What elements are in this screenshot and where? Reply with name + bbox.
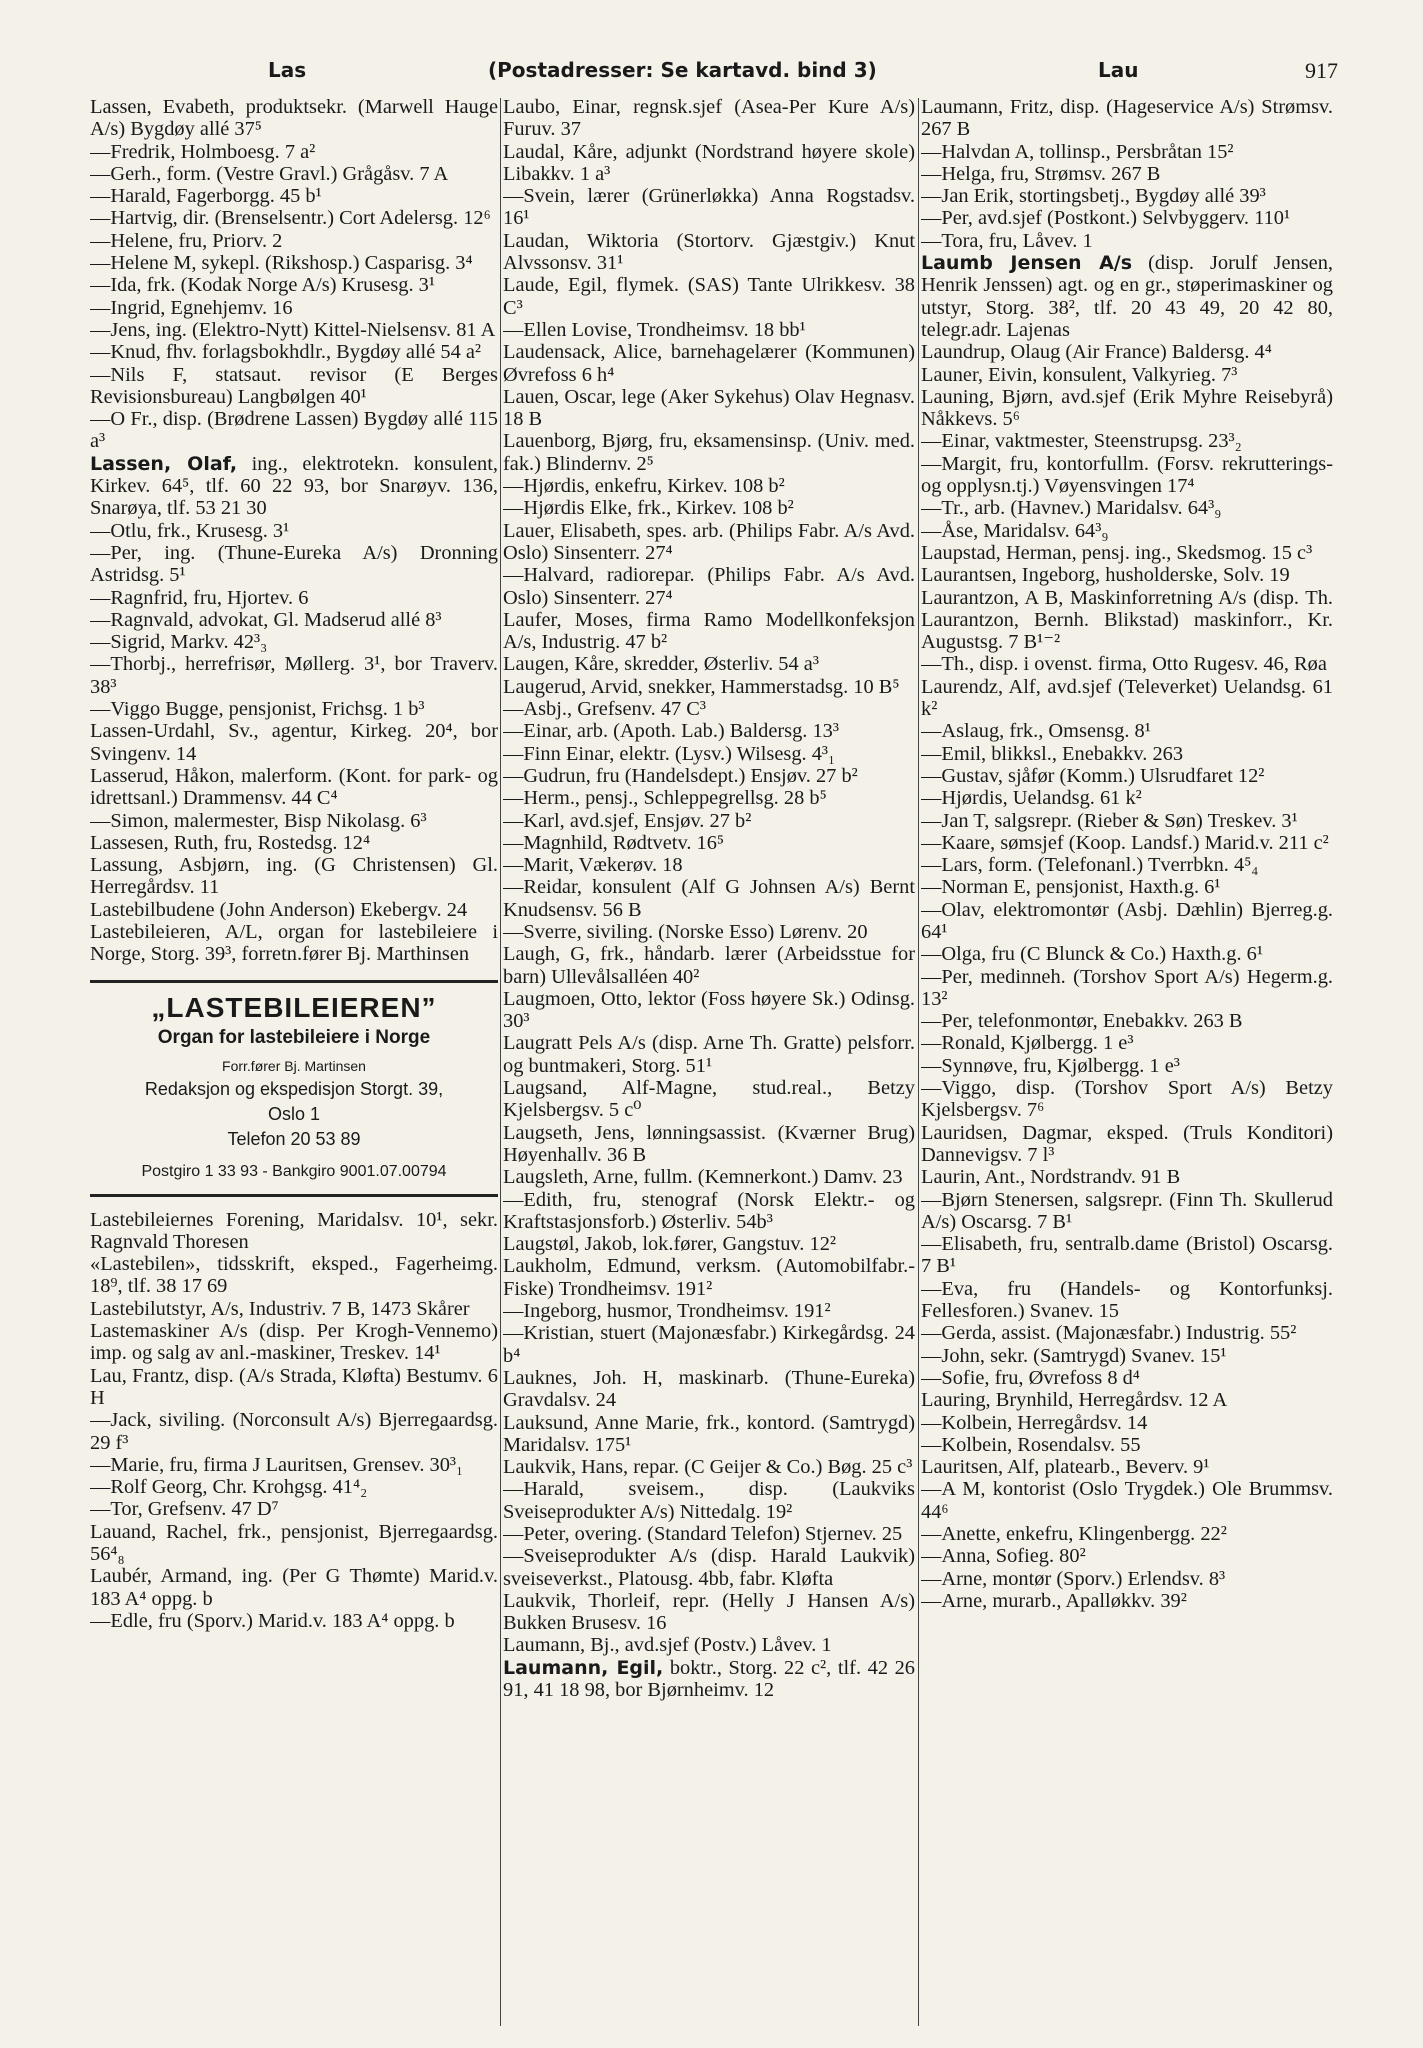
directory-entry: —Sveiseprodukter A/s (disp. Harald Laukvik) sveiseverkst., Platousg. 4bb, fabr. Kløfta bbox=[503, 1545, 915, 1590]
directory-entry: —Eva, fru (Handels- og Kontorfunksj. Fellesforen.) Svanev. 15 bbox=[921, 1277, 1333, 1323]
ad-city: Oslo 1 bbox=[267, 1103, 321, 1124]
directory-entry: —Svein, lærer (Grünerløkka) Anna Rogstadsv. 16¹ bbox=[503, 185, 915, 230]
directory-entry: —Sigrid, Markv. 42³₃ bbox=[90, 631, 268, 654]
directory-entry: Lauring, Brynhild, Herregårdsv. 12 A bbox=[921, 1389, 1228, 1412]
ad-manager: Forr.fører Bj. Martinsen bbox=[222, 1057, 366, 1074]
directory-entry: —Reidar, konsulent (Alf G Johnsen A/s) Bernt Knudsensv. 56 B bbox=[503, 876, 915, 921]
directory-entry: Lassung, Asbjørn, ing. (G Christensen) Gl. Herregårdsv. 11 bbox=[90, 854, 498, 899]
directory-entry: —Hjørdis Elke, frk., Kirkev. 108 b² bbox=[503, 497, 794, 520]
column-3 bbox=[921, 96, 1333, 2026]
directory-entry: —Edith, fru, stenograf (Norsk Elektr.- og Kraftstasjonsforb.) Østerliv. 54b³ bbox=[503, 1188, 915, 1233]
directory-entry: —Jack, siviling. (Norconsult A/s) Bjerregaardsg. 29 f³ bbox=[90, 1409, 498, 1454]
directory-entry: Laukvik, Thorleif, repr. (Helly J Hansen A/s) Bukken Brusesv. 16 bbox=[503, 1589, 915, 1635]
directory-entry: —Einar, vaktmester, Steenstrupsg. 23³₂ bbox=[921, 430, 1242, 453]
directory-entry: —Ragnfrid, fru, Hjortev. 6 bbox=[90, 586, 309, 609]
directory-entry: —Arne, murarb., Apalløkkv. 39² bbox=[921, 1589, 1187, 1612]
directory-entry: Laudan, Wiktoria (Stortorv. Gjæstgiv.) Knut Alvssonsv. 31¹ bbox=[503, 229, 915, 275]
ad-giro: Postgiro 1 33 93 - Bankgiro 9001.07.00794 bbox=[141, 1162, 447, 1180]
directory-entry: —Per, avd.sjef (Postkont.) Selvbyggerv. 110¹ bbox=[921, 207, 1291, 230]
directory-entry: —Hartvig, dir. (Brenselsentr.) Cort Adelersg. 12⁶ bbox=[90, 207, 491, 230]
directory-entry: Laudal, Kåre, adjunkt (Nordstrand høyere skole) Libakkv. 1 a³ bbox=[503, 140, 915, 185]
directory-entry: Lauer, Elisabeth, spes. arb. (Philips Fabr. A/s Avd. Oslo) Sinsenterr. 27⁴ bbox=[503, 519, 915, 564]
directory-entry: —Ingeborg, husmor, Trondheimsv. 191² bbox=[503, 1300, 831, 1323]
ad-address: Redaksjon og ekspedisjon Storgt. 39, bbox=[144, 1078, 444, 1099]
directory-entry: Lastemaskiner A/s (disp. Per Krogh-Vennemo) imp. og salg av anl.-maskiner, Treskev. 14¹ bbox=[90, 1320, 498, 1365]
directory-entry: «Lastebilen», tidsskrift, eksped., Fagerheimg. 18⁹, tlf. 38 17 69 bbox=[90, 1253, 498, 1298]
directory-entry: —John, sekr. (Samtrygd) Svanev. 15¹ bbox=[921, 1344, 1227, 1367]
directory-entry: —Ronald, Kjølbergg. 1 e³ bbox=[921, 1032, 1134, 1055]
directory-entry: —Gerda, assist. (Majonæsfabr.) Industrig. 55² bbox=[921, 1322, 1297, 1345]
directory-entry: —Rolf Georg, Chr. Krohgsg. 41⁴₂ bbox=[90, 1476, 368, 1499]
directory-entry: Lauritsen, Alf, platearb., Beverv. 9¹ bbox=[921, 1456, 1210, 1479]
directory-entry: —Th., disp. i ovenst. firma, Otto Rugesv. 46, Røa bbox=[921, 653, 1327, 676]
directory-entry: —Kristian, stuert (Majonæsfabr.) Kirkegårdsg. 24 b⁴ bbox=[503, 1322, 915, 1367]
directory-entry: —Jan Erik, stortingsbetj., Bygdøy allé 39³ bbox=[921, 185, 1266, 208]
directory-entry: —Helene, fru, Priorv. 2 bbox=[90, 229, 283, 252]
directory-entry: Lassen, Olaf, ing., elektrotekn. konsulent, Kirkev. 64⁵, tlf. 60 22 93, bor Snarøyv. 136, Snarøya, tlf. 53 21 30 bbox=[90, 452, 498, 520]
directory-entry: Laugh, G, frk., håndarb. lærer (Arbeidsstue for barn) Ullevålsalléen 40² bbox=[503, 943, 915, 988]
directory-entry: —Kolbein, Rosendalsv. 55 bbox=[921, 1433, 1141, 1456]
directory-entry: —Per, medinneh. (Torshov Sport A/s) Hegerm.g. 13² bbox=[921, 965, 1333, 1010]
directory-entry: —Marie, fru, firma J Lauritsen, Grensev. 30³₁ bbox=[90, 1453, 464, 1476]
directory-entry: —Peter, overing. (Standard Telefon) Stjernev. 25 bbox=[503, 1523, 903, 1545]
directory-entry: —Edle, fru (Sporv.) Marid.v. 183 A⁴ oppg. b bbox=[90, 1609, 455, 1632]
directory-entry: Lauenborg, Bjørg, fru, eksamensinsp. (Univ. med. fak.) Blindernv. 2⁵ bbox=[503, 430, 915, 475]
directory-entry: —Olav, elektromontør (Asbj. Dæhlin) Bjerreg.g. 64¹ bbox=[921, 898, 1333, 943]
directory-entry: Laugen, Kåre, skredder, Østerliv. 54 a³ bbox=[503, 653, 819, 676]
directory-entry: Lastebilutstyr, A/s, Industriv. 7 B, 1473 Skårer bbox=[90, 1297, 470, 1320]
directory-entry: Laumann, Fritz, disp. (Hageservice A/s) Strømsv. 267 B bbox=[921, 96, 1333, 141]
directory-entry: —Otlu, frk., Krusesg. 3¹ bbox=[90, 519, 290, 542]
directory-entry: Lau, Frantz, disp. (A/s Strada, Kløfta) Bestumv. 6 H bbox=[90, 1364, 498, 1409]
directory-entry: —Lars, form. (Telefonanl.) Tverrbkn. 4⁵₄ bbox=[921, 854, 1259, 877]
directory-entry: —Ingrid, Egnehjemv. 16 bbox=[90, 296, 293, 319]
entry-list bbox=[90, 96, 498, 966]
directory-entry: Laumann, Bj., avd.sjef (Postv.) Låvev. 1 bbox=[503, 1634, 832, 1657]
directory-entry: —Norman E, pensjonist, Haxth.g. 6¹ bbox=[921, 876, 1221, 899]
directory-entry: —Helene M, sykepl. (Rikshosp.) Casparisg. 3⁴ bbox=[90, 252, 473, 275]
directory-entry: —Kolbein, Herregårdsv. 14 bbox=[921, 1411, 1148, 1434]
directory-entry: Laugstøl, Jakob, lok.fører, Gangstuv. 12² bbox=[503, 1233, 836, 1256]
directory-entry: —Gudrun, fru (Handelsdept.) Ensjøv. 27 b² bbox=[503, 764, 858, 787]
header-left: Las bbox=[268, 58, 307, 82]
directory-entry: —Emil, blikksl., Enebakkv. 263 bbox=[921, 742, 1184, 765]
directory-entry: —Halvard, radiorepar. (Philips Fabr. A/s Avd. Oslo) Sinsenterr. 27⁴ bbox=[503, 564, 915, 609]
directory-entry: Lasserud, Håkon, malerform. (Kont. for park- og idrettsanl.) Drammensv. 44 C⁴ bbox=[90, 764, 498, 810]
directory-entry: Lassesen, Ruth, fru, Rostedsg. 12⁴ bbox=[90, 831, 371, 854]
directory-entry: Launer, Eivin, konsulent, Valkyrieg. 7³ bbox=[921, 363, 1238, 386]
directory-entry: Lauridsen, Dagmar, eksped. (Truls Konditori) Dannevigsv. 7 l³ bbox=[921, 1121, 1333, 1166]
directory-entry: —Nils F, statsaut. revisor (E Berges Revisionsbureau) Langbølgen 40¹ bbox=[90, 363, 498, 408]
directory-entry: —Viggo Bugge, pensjonist, Frichsg. 1 b³ bbox=[90, 698, 425, 721]
directory-entry: —Margit, fru, kontorfullm. (Forsv. rekrutterings- og opplysn.tj.) Vøyensvingen 17⁴ bbox=[921, 452, 1333, 498]
directory-entry: —Elisabeth, fru, sentralb.dame (Bristol) Oscarsg. 7 B¹ bbox=[921, 1233, 1333, 1278]
column-1 bbox=[90, 96, 498, 2026]
ad-subtitle: Organ for lastebileiere i Norge bbox=[157, 1026, 431, 1048]
directory-entry: —Thorbj., herrefrisør, Møllerg. 3¹, bor Traverv. 38³ bbox=[90, 653, 498, 698]
entry-list bbox=[503, 96, 915, 1701]
directory-entry: Laupstad, Herman, pensj. ing., Skedsmog. 15 c³ bbox=[921, 541, 1313, 564]
directory-entry: Laugsleth, Arne, fullm. (Kemnerkont.) Damv. 23 bbox=[503, 1166, 903, 1189]
directory-entry: Laurantzon, A B, Maskinforretning A/s (disp. Th. Laurantzon, Bernh. Blikstad) maskinforr., Kr. Augustsg. 7 B¹⁻² bbox=[921, 586, 1333, 654]
directory-entry: —Hjørdis, enkefru, Kirkev. 108 b² bbox=[503, 475, 785, 498]
ad-phone: Telefon 20 53 89 bbox=[227, 1128, 361, 1149]
directory-entry: —Kaare, sømsjef (Koop. Landsf.) Marid.v. 211 c² bbox=[921, 831, 1329, 854]
directory-entry: Lassen, Evabeth, produktsekr. (Marwell Hauge A/s) Bygdøy allé 37⁵ bbox=[90, 96, 498, 141]
directory-entry: —Simon, malermester, Bisp Nikolasg. 6³ bbox=[90, 809, 427, 832]
directory-entry: Laugratt Pels A/s (disp. Arne Th. Gratte) pelsforr. og buntmakeri, Storg. 51¹ bbox=[503, 1032, 915, 1077]
directory-entry: Laurendz, Alf, avd.sjef (Televerket) Uelandsg. 61 k² bbox=[921, 675, 1333, 721]
header-right: Lau bbox=[1098, 58, 1139, 82]
directory-entry: —Harald, sveisem., disp. (Laukviks Sveiseprodukter A/s) Nittedalg. 19² bbox=[503, 1478, 915, 1523]
advertisement bbox=[90, 980, 498, 1197]
directory-entry: Lauen, Oscar, lege (Aker Sykehus) Olav Hegnasv. 18 B bbox=[503, 385, 915, 431]
directory-entry: —Synnøve, fru, Kjølbergg. 1 e³ bbox=[921, 1054, 1180, 1077]
directory-entry: —Anette, enkefru, Klingenbergg. 22² bbox=[921, 1523, 1227, 1545]
directory-entry: —Sverre, siviling. (Norske Esso) Lørenv. 20 bbox=[503, 920, 868, 943]
directory-entry: Laukvik, Hans, repar. (C Geijer & Co.) Bøg. 25 c³ bbox=[503, 1456, 913, 1479]
directory-entry: —O Fr., disp. (Brødrene Lassen) Bygdøy allé 115 a³ bbox=[90, 408, 498, 453]
directory-entry: Laukholm, Edmund, verksm. (Automobilfabr.-Fiske) Trondheimsv. 191² bbox=[503, 1255, 915, 1300]
directory-entry: —Per, telefonmontør, Enebakkv. 263 B bbox=[921, 1010, 1243, 1033]
directory-entry: —Ragnvald, advokat, Gl. Madserud allé 8³ bbox=[90, 608, 442, 631]
directory-entry: Laurantsen, Ingeborg, husholderske, Solv. 19 bbox=[921, 564, 1290, 587]
directory-entry: —Viggo, disp. (Torshov Sport A/s) Betzy Kjelsbergsv. 7⁶ bbox=[921, 1077, 1333, 1122]
directory-entry: —Einar, arb. (Apoth. Lab.) Baldersg. 13³ bbox=[503, 720, 839, 743]
directory-entry: Laubo, Einar, regnsk.sjef (Asea-Per Kure A/s) Furuv. 37 bbox=[503, 96, 915, 141]
directory-entry: —Fredrik, Holmboesg. 7 a² bbox=[90, 140, 316, 163]
directory-entry: —Tor, Grefsenv. 47 D⁷ bbox=[90, 1498, 279, 1521]
directory-entry: —Ellen Lovise, Trondheimsv. 18 bb¹ bbox=[503, 318, 806, 341]
directory-entry: Lastebilbudene (John Anderson) Ekebergv. 24 bbox=[90, 898, 468, 921]
column-2 bbox=[503, 96, 915, 2026]
directory-entry: —Bjørn Stenersen, salgsrepr. (Finn Th. Skullerud A/s) Oscarsg. 7 B¹ bbox=[921, 1188, 1333, 1233]
directory-entry: —Ida, frk. (Kodak Norge A/s) Krusesg. 3¹ bbox=[90, 274, 435, 297]
directory-entry: Launing, Bjørn, avd.sjef (Erik Myhre Reisebyrå) Nåkkevs. 5⁶ bbox=[921, 385, 1333, 431]
directory-entry: —Hjørdis, Uelandsg. 61 k² bbox=[921, 787, 1142, 810]
directory-entry: —Arne, montør (Sporv.) Erlendsv. 8³ bbox=[921, 1567, 1226, 1590]
directory-entry: Lauknes, Joh. H, maskinarb. (Thune-Eureka) Gravdalsv. 24 bbox=[503, 1366, 915, 1412]
directory-entry: —Aslaug, frk., Omsensg. 8¹ bbox=[921, 720, 1151, 743]
directory-entry: —Magnhild, Rødtvetv. 16⁵ bbox=[503, 831, 725, 854]
directory-entry: —Herm., pensj., Schleppegrellsg. 28 b⁵ bbox=[503, 787, 827, 810]
directory-entry: Laundrup, Olaug (Air France) Baldersg. 4⁴ bbox=[921, 341, 1272, 364]
directory-entry: —Tora, fru, Låvev. 1 bbox=[921, 229, 1093, 252]
directory-entry: —A M, kontorist (Oslo Trygdek.) Ole Brummsv. 44⁶ bbox=[921, 1478, 1333, 1523]
directory-entry: Laugseth, Jens, lønningsassist. (Kværner Brug) Høyenhallv. 36 B bbox=[503, 1121, 915, 1166]
directory-entry: Laubér, Armand, ing. (Per G Thømte) Marid.v. 183 A⁴ oppg. b bbox=[90, 1565, 498, 1610]
directory-entry: —Åse, Maridalsv. 64³₉ bbox=[921, 519, 1109, 542]
directory-entry: Laurin, Ant., Nordstrandv. 91 B bbox=[921, 1166, 1181, 1189]
directory-entry: Lastebileieren, A/L, organ for lastebileiere i Norge, Storg. 39³, forretn.fører Bj. Marthinsen bbox=[90, 920, 498, 966]
directory-entry: —Marit, Vækerøv. 18 bbox=[503, 854, 683, 877]
directory-entry: Lauksund, Anne Marie, frk., kontord. (Samtrygd) Maridalsv. 175¹ bbox=[503, 1411, 915, 1456]
directory-entry: Lassen-Urdahl, Sv., agentur, Kirkeg. 20⁴, bor Svingenv. 14 bbox=[90, 720, 498, 765]
directory-entry: Laugsand, Alf-Magne, stud.real., Betzy Kjelsbergsv. 5 c⁰ bbox=[503, 1077, 915, 1122]
directory-entry: —Halvdan A, tollinsp., Persbråtan 15² bbox=[921, 140, 1234, 163]
entry-list bbox=[921, 96, 1333, 1612]
column-divider bbox=[500, 98, 501, 2026]
directory-entry: —Knud, fhv. forlagsbokhdlr., Bygdøy allé 54 a² bbox=[90, 341, 482, 364]
directory-entry: —Jan T, salgsrepr. (Rieber & Søn) Treskev. 3¹ bbox=[921, 809, 1298, 832]
directory-entry: —Harald, Fagerborgg. 45 b¹ bbox=[90, 185, 322, 208]
directory-entry: Laudensack, Alice, barnehagelærer (Kommunen) Øvrefoss 6 h⁴ bbox=[503, 341, 915, 386]
directory-entry: Laugerud, Arvid, snekker, Hammerstadsg. 10 B⁵ bbox=[503, 675, 900, 698]
directory-entry: Laugmoen, Otto, lektor (Foss høyere Sk.) Odinsg. 30³ bbox=[503, 987, 915, 1033]
directory-entry: Laufer, Moses, firma Ramo Modellkonfeksjon A/s, Industrig. 47 b² bbox=[503, 608, 915, 654]
directory-entry: Laumann, Egil, boktr., Storg. 22 c², tlf. 42 26 91, 41 18 98, bor Bjørnheimv. 12 bbox=[503, 1656, 915, 1702]
directory-entry: Lauand, Rachel, frk., pensjonist, Bjerregaardsg. 56⁴₈ bbox=[90, 1520, 498, 1566]
ad-title: „LASTEBILEIEREN” bbox=[151, 991, 437, 1023]
directory-entry: —Sofie, fru, Øvrefoss 8 d⁴ bbox=[921, 1366, 1140, 1389]
directory-entry: Laude, Egil, flymek. (SAS) Tante Ulrikkesv. 38 C³ bbox=[503, 274, 915, 319]
directory-entry: —Anna, Sofieg. 80² bbox=[921, 1545, 1086, 1568]
page-number: 917 bbox=[1305, 58, 1338, 83]
directory-entry: —Karl, avd.sjef, Ensjøv. 27 b² bbox=[503, 809, 752, 832]
directory-entry: —Helga, fru, Strømsv. 267 B bbox=[921, 162, 1161, 185]
directory-entry: Lastebileiernes Forening, Maridalsv. 10¹, sekr. Ragnvald Thoresen bbox=[90, 1208, 498, 1253]
page-header bbox=[88, 58, 1338, 92]
directory-entry: —Olga, fru (C Blunck & Co.) Haxth.g. 6¹ bbox=[921, 943, 1263, 966]
entry-list bbox=[90, 1209, 498, 1633]
column-divider bbox=[918, 98, 919, 2026]
directory-entry: —Gerh., form. (Vestre Gravl.) Grågåsv. 7 A bbox=[90, 162, 449, 185]
directory-entry: —Jens, ing. (Elektro-Nytt) Kittel-Nielsensv. 81 A bbox=[90, 318, 496, 341]
directory-entry: —Per, ing. (Thune-Eureka A/s) Dronning Astridsg. 5¹ bbox=[90, 541, 498, 587]
directory-entry: —Gustav, sjåfør (Komm.) Ulsrudfaret 12² bbox=[921, 764, 1265, 787]
directory-entry: —Finn Einar, elektr. (Lysv.) Wilsesg. 4³₁ bbox=[503, 742, 836, 765]
directory-entry: —Tr., arb. (Havnev.) Maridalsv. 64³₉ bbox=[921, 497, 1222, 520]
directory-entry: Laumb Jensen A/s (disp. Jorulf Jensen, Henrik Jenssen) agt. og en gr., støperimaskiner og utstyr, Storg. 38², tlf. 20 43 49, 20 42 80, telegr.adr. Lajenas bbox=[921, 252, 1333, 341]
directory-entry: —Asbj., Grefsenv. 47 C³ bbox=[503, 698, 707, 721]
header-center: (Postadresser: Se kartavd. bind 3) bbox=[488, 58, 877, 82]
